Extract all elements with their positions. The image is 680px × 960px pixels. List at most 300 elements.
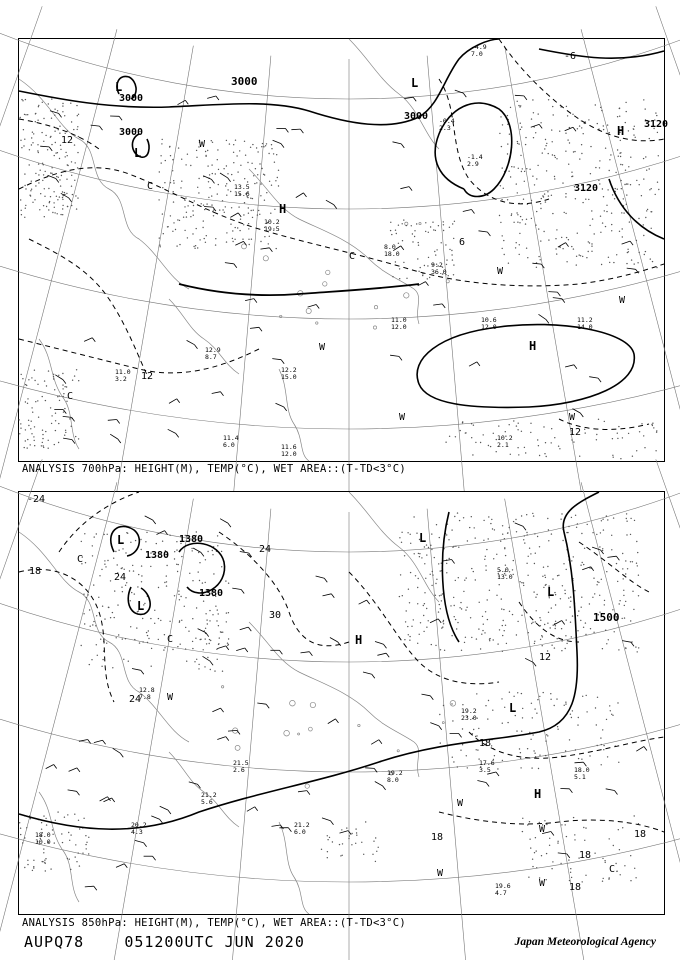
wet-dot	[176, 564, 177, 565]
wet-dot	[465, 432, 466, 433]
wet-dot	[28, 379, 29, 380]
wet-dot	[518, 143, 519, 144]
wet-dot	[488, 700, 489, 701]
wet-dot	[98, 597, 99, 598]
wet-dot	[57, 110, 58, 111]
wet-dot	[54, 131, 55, 132]
wet-dot	[227, 645, 228, 646]
wet-dot	[475, 537, 476, 538]
wet-dot	[38, 106, 39, 107]
wet-dot	[540, 625, 541, 626]
wet-dot	[442, 626, 443, 627]
temp-label: 18	[29, 566, 42, 577]
wet-dot	[501, 146, 502, 147]
wet-dot	[583, 627, 584, 628]
wet-dot	[178, 147, 179, 148]
wet-dot	[449, 558, 450, 559]
wet-dot	[578, 610, 579, 611]
wet-dot	[40, 170, 41, 171]
wet-dot	[50, 137, 51, 138]
wet-dot	[633, 609, 634, 610]
wet-dot	[207, 150, 208, 151]
station-value: 11.6	[281, 443, 297, 451]
island	[404, 293, 409, 298]
wet-dot	[233, 162, 234, 163]
wet-dot	[622, 827, 623, 828]
station-value: 8.7	[205, 353, 217, 361]
wet-dot	[520, 129, 521, 130]
wet-dot	[158, 639, 159, 640]
wet-dot	[597, 697, 598, 698]
wet-dot	[158, 618, 159, 619]
wet-dot	[102, 659, 103, 660]
wet-dot	[641, 423, 642, 424]
wet-dot	[187, 237, 188, 238]
wet-dot	[228, 583, 229, 584]
wet-dot	[611, 230, 612, 231]
wet-dot	[176, 541, 177, 542]
wet-dot	[41, 445, 42, 446]
wet-dot	[199, 580, 200, 581]
wet-dot	[218, 643, 219, 644]
wet-dot	[252, 144, 253, 145]
wet-dot	[489, 639, 490, 640]
wet-dot	[50, 196, 51, 197]
wet-dot	[398, 225, 399, 226]
wet-dot	[146, 532, 147, 533]
wet-dot	[88, 837, 89, 838]
wet-dot	[458, 577, 459, 578]
wet-dot	[493, 433, 494, 434]
wet-dot	[265, 145, 266, 146]
wet-dot	[271, 144, 272, 145]
wet-dot	[62, 199, 63, 200]
wet-dot	[619, 600, 620, 601]
wet-dot	[25, 188, 26, 189]
wet-dot	[424, 265, 425, 266]
wet-dot	[600, 232, 601, 233]
wet-dot	[600, 216, 601, 217]
wet-dot	[38, 152, 39, 153]
wet-dot	[72, 380, 73, 381]
wet-dot	[160, 246, 161, 247]
height-label: 3000	[231, 75, 258, 88]
wet-dot	[637, 651, 638, 652]
wind-barb-flag	[546, 319, 549, 323]
wet-dot	[506, 643, 507, 644]
wet-dot	[48, 448, 49, 449]
wet-dot	[32, 202, 33, 203]
wet-dot	[90, 626, 91, 627]
wet-dot	[65, 152, 66, 153]
wet-dot	[131, 592, 132, 593]
wet-dot	[619, 849, 620, 850]
wet-dot	[532, 859, 533, 860]
wet-dot	[521, 731, 522, 732]
wet-dot	[485, 611, 486, 612]
wet-dot	[89, 609, 90, 610]
wet-dot	[102, 606, 103, 607]
wet-dot	[501, 608, 502, 609]
wind-barb	[308, 305, 317, 308]
wet-dot	[634, 520, 635, 521]
height-label: 1380	[199, 588, 224, 599]
wet-dot	[552, 578, 553, 579]
wet-dot	[546, 143, 547, 144]
wet-dot	[535, 837, 536, 838]
wet-dot	[248, 228, 249, 229]
wet-dot	[214, 670, 215, 671]
wet-dot	[226, 195, 227, 196]
wet-dot	[519, 748, 520, 749]
wet-dot	[67, 814, 68, 815]
wet-dot	[227, 189, 228, 190]
wet-dot	[432, 574, 433, 575]
wet-dot	[558, 575, 559, 576]
wet-dot	[190, 165, 191, 166]
wind-barb	[220, 519, 228, 523]
wind-barb-flag	[103, 740, 106, 744]
wet-dot	[550, 693, 551, 694]
temp-label: 18	[569, 882, 582, 893]
wet-dot	[573, 248, 574, 249]
wet-dot	[562, 182, 563, 183]
wet-dot	[78, 820, 79, 821]
wet-dot	[625, 170, 626, 171]
height-label: 3000	[119, 93, 144, 104]
wet-dot	[512, 569, 513, 570]
wet-dot	[571, 439, 572, 440]
wet-dot	[480, 648, 481, 649]
wet-dot	[518, 168, 519, 169]
pressure-center: H	[279, 202, 287, 216]
wet-dot	[58, 442, 59, 443]
wind-barb	[48, 175, 56, 178]
wet-dot	[443, 230, 444, 231]
wet-dot	[605, 226, 606, 227]
wet-dot	[517, 101, 518, 102]
wind-barb-flag	[616, 556, 619, 560]
wet-dot	[88, 853, 89, 854]
wet-dot	[517, 141, 518, 142]
wet-dot	[451, 703, 452, 704]
wet-dot	[173, 182, 174, 183]
wet-dot	[45, 135, 46, 136]
wet-dot	[628, 166, 629, 167]
pressure-center: W	[539, 824, 546, 835]
meridian-line	[0, 482, 117, 960]
wet-dot	[519, 222, 520, 223]
wet-dot	[33, 866, 34, 867]
wet-dot	[76, 861, 77, 862]
wet-dot	[424, 563, 425, 564]
wet-dot	[59, 395, 60, 396]
wet-dot	[419, 553, 420, 554]
wet-dot	[471, 423, 472, 424]
wet-dot	[70, 103, 71, 104]
wet-dot	[74, 814, 75, 815]
wet-dot	[475, 442, 476, 443]
wet-dot	[500, 222, 501, 223]
wet-dot	[507, 143, 508, 144]
wet-dot	[217, 535, 218, 536]
wet-dot	[192, 210, 193, 211]
wind-barb-flag	[59, 113, 62, 117]
wind-barb-flag	[384, 644, 387, 648]
wet-dot	[66, 193, 67, 194]
wind-barb-flag	[210, 661, 213, 665]
wet-dot	[104, 618, 105, 619]
wet-dot	[643, 99, 644, 100]
wet-dot	[527, 824, 528, 825]
wind-barb	[548, 292, 557, 293]
island	[373, 326, 376, 329]
wind-barb	[340, 831, 349, 834]
wet-dot	[428, 620, 429, 621]
wet-dot	[608, 878, 609, 879]
wet-dot	[59, 179, 60, 180]
wet-dot	[609, 838, 610, 839]
wet-dot	[543, 426, 544, 427]
temp-label: 6	[459, 237, 466, 248]
wet-dot	[399, 537, 400, 538]
wet-dot	[476, 749, 477, 750]
wet-dot	[417, 258, 418, 259]
wet-dot	[554, 647, 555, 648]
wet-dot	[43, 174, 44, 175]
wind-barb-flag	[336, 719, 339, 723]
wet-dot	[440, 570, 441, 571]
wet-dot	[511, 213, 512, 214]
wet-dot	[44, 188, 45, 189]
wet-dot	[54, 109, 55, 110]
wet-dot	[524, 171, 525, 172]
wet-dot	[166, 565, 167, 566]
wet-dot	[599, 595, 600, 596]
island	[221, 686, 223, 688]
wet-dot	[172, 159, 173, 160]
wet-dot	[618, 649, 619, 650]
wet-dot	[539, 455, 540, 456]
wet-dot	[502, 760, 503, 761]
wet-dot	[420, 267, 421, 268]
wet-dot	[622, 236, 623, 237]
wet-dot	[540, 639, 541, 640]
wet-dot	[35, 401, 36, 402]
wet-dot	[454, 516, 455, 517]
wet-dot	[43, 141, 44, 142]
pressure-center: L	[137, 599, 145, 613]
wet-dot	[545, 585, 546, 586]
wet-dot	[65, 133, 66, 134]
wet-dot	[527, 575, 528, 576]
wet-dot	[159, 245, 160, 246]
wet-dot	[69, 840, 70, 841]
wind-barb	[592, 547, 601, 550]
island	[310, 702, 315, 707]
wet-dot	[608, 639, 609, 640]
wet-dot	[592, 218, 593, 219]
wet-dot	[463, 517, 464, 518]
wet-dot	[108, 607, 109, 608]
wet-dot	[126, 532, 127, 533]
wet-dot	[142, 618, 143, 619]
station-value: 5.6	[201, 798, 213, 806]
wet-dot	[32, 142, 33, 143]
wet-dot	[639, 184, 640, 185]
wet-dot	[34, 445, 35, 446]
wet-dot	[585, 199, 586, 200]
wind-barb-flag	[551, 832, 554, 836]
wet-dot	[597, 123, 598, 124]
island	[284, 730, 290, 736]
wet-dot	[74, 144, 75, 145]
wet-dot	[636, 180, 637, 181]
wet-dot	[624, 605, 625, 606]
wet-dot	[62, 105, 63, 106]
wet-dot	[54, 115, 55, 116]
wet-dot	[255, 168, 256, 169]
wet-dot	[478, 628, 479, 629]
wet-dot	[54, 207, 55, 208]
wet-dot	[502, 635, 503, 636]
wet-dot	[199, 239, 200, 240]
wet-dot	[71, 186, 72, 187]
wet-dot	[551, 195, 552, 196]
wet-dot	[634, 263, 635, 264]
wet-dot	[72, 194, 73, 195]
wet-dot	[203, 220, 204, 221]
wet-dot	[515, 247, 516, 248]
wet-dot	[195, 638, 196, 639]
wet-dot	[620, 458, 621, 459]
wet-dot	[133, 570, 134, 571]
wet-dot	[57, 213, 58, 214]
wind-barb-flag	[266, 704, 269, 708]
wet-dot	[218, 613, 219, 614]
station-value: 12.9	[205, 346, 221, 354]
wet-dot	[31, 189, 32, 190]
wet-dot	[473, 425, 474, 426]
wet-dot	[591, 246, 592, 247]
wet-dot	[517, 222, 518, 223]
wet-dot	[622, 164, 623, 165]
wet-dot	[565, 702, 566, 703]
wet-dot	[125, 552, 126, 553]
wind-barb-flag	[300, 129, 303, 133]
wet-dot	[509, 424, 510, 425]
wet-dot	[192, 641, 193, 642]
wet-dot	[150, 618, 151, 619]
wet-dot	[123, 659, 124, 660]
wet-dot	[491, 745, 492, 746]
wet-dot	[87, 594, 88, 595]
wet-dot	[573, 817, 574, 818]
wet-dot	[453, 264, 454, 265]
wet-dot	[618, 829, 619, 830]
wet-dot	[416, 533, 417, 534]
wet-dot	[418, 242, 419, 243]
wet-dot	[276, 248, 277, 249]
wet-dot	[534, 533, 535, 534]
wet-dot	[526, 248, 527, 249]
wet-dot	[251, 163, 252, 164]
wind-barb-flag	[463, 93, 466, 97]
wet-dot	[25, 99, 26, 100]
wind-barb-flag	[442, 304, 445, 308]
wet-dot	[51, 423, 52, 424]
wind-barb-flag	[94, 886, 97, 890]
wind-barb-flag	[238, 213, 241, 217]
wet-dot	[643, 158, 644, 159]
wet-dot	[258, 210, 259, 211]
wet-dot	[419, 634, 420, 635]
wind-barb	[316, 576, 325, 578]
wet-dot	[548, 529, 549, 530]
wet-dot	[611, 714, 612, 715]
wet-dot	[206, 619, 207, 620]
wet-dot	[466, 607, 467, 608]
wet-dot	[550, 699, 551, 700]
wet-dot	[251, 239, 252, 240]
wind-barb-flag	[304, 193, 307, 197]
wet-dot	[598, 180, 599, 181]
pressure-center: W	[569, 412, 576, 423]
wet-dot	[198, 571, 199, 572]
wet-dot	[622, 228, 623, 229]
wet-dot	[603, 196, 604, 197]
wet-dot	[523, 539, 524, 540]
wet-dot	[128, 661, 129, 662]
wet-dot	[51, 173, 52, 174]
wet-dot	[44, 196, 45, 197]
wet-dot	[137, 586, 138, 587]
wet-dot	[521, 693, 522, 694]
wet-dot	[59, 133, 60, 134]
wet-dot	[47, 149, 48, 150]
wind-barb	[622, 241, 631, 244]
wind-barb-flag	[574, 365, 577, 369]
wind-barb-flag	[644, 747, 647, 751]
wet-dot	[440, 649, 441, 650]
wet-dot	[244, 202, 245, 203]
wet-dot	[390, 230, 391, 231]
wet-dot	[121, 568, 122, 569]
wet-dot	[348, 838, 349, 839]
wet-dot	[160, 620, 161, 621]
wind-barb-flag	[569, 789, 572, 793]
wet-dot	[83, 818, 84, 819]
wet-dot	[31, 144, 32, 145]
wet-dot	[402, 223, 403, 224]
station-value: 2.3	[439, 124, 451, 132]
station-value: 11.0	[115, 368, 131, 376]
wet-dot	[502, 525, 503, 526]
wet-dot	[574, 151, 575, 152]
wet-dot	[625, 648, 626, 649]
wet-dot	[602, 548, 603, 549]
pressure-center: C	[609, 864, 616, 875]
wet-dot	[633, 129, 634, 130]
wet-dot	[453, 546, 454, 547]
wet-dot	[206, 203, 207, 204]
wind-barb-flag	[331, 821, 334, 825]
wind-barb	[108, 420, 117, 421]
wet-dot	[212, 554, 213, 555]
wind-barb-flag	[112, 798, 115, 802]
wet-dot	[524, 542, 525, 543]
wet-dot	[637, 565, 638, 566]
